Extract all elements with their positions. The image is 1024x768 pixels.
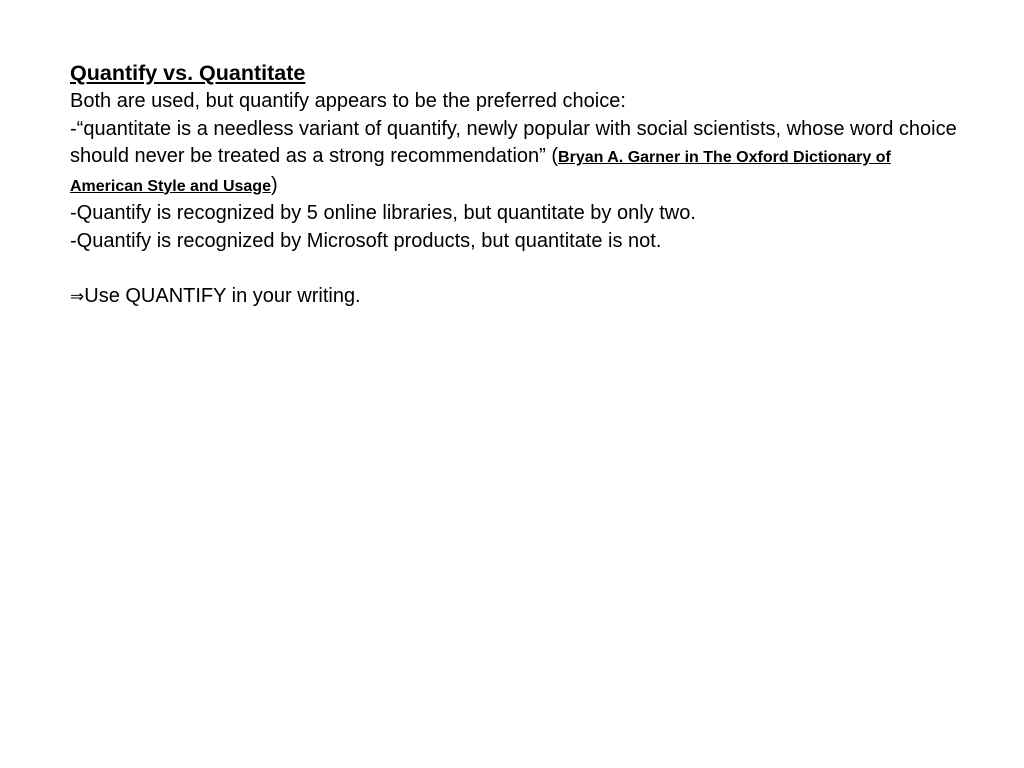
paragraph-spacer <box>70 255 960 283</box>
double-right-arrow-icon: ⇒ <box>70 287 85 307</box>
microsoft-point: -Quantify is recognized by Microsoft products, but quantitate is not. <box>70 229 662 252</box>
slide-title: Quantify vs. Quantitate <box>70 61 306 85</box>
slide-content <box>70 58 960 312</box>
conclusion-line <box>70 283 960 312</box>
quote-paragraph <box>70 116 960 201</box>
conclusion-text: Use QUANTIFY in your writing. <box>84 285 361 307</box>
quote-close: ) <box>270 173 278 196</box>
quote-text: -“quantitate is a needless variant of quantify, newly popular with social scientists, whose word choice should never be treated as a strong recommendation” ( <box>70 117 957 167</box>
citation-text: Bryan A. Garner in The Oxford Dictionary of American Style and Usage <box>70 149 891 195</box>
intro-text: Both are used, but quantify appears to be the preferred choice: <box>70 90 626 112</box>
libraries-point: -Quantify is recognized by 5 online libraries, but quantitate by only two. <box>70 202 696 224</box>
